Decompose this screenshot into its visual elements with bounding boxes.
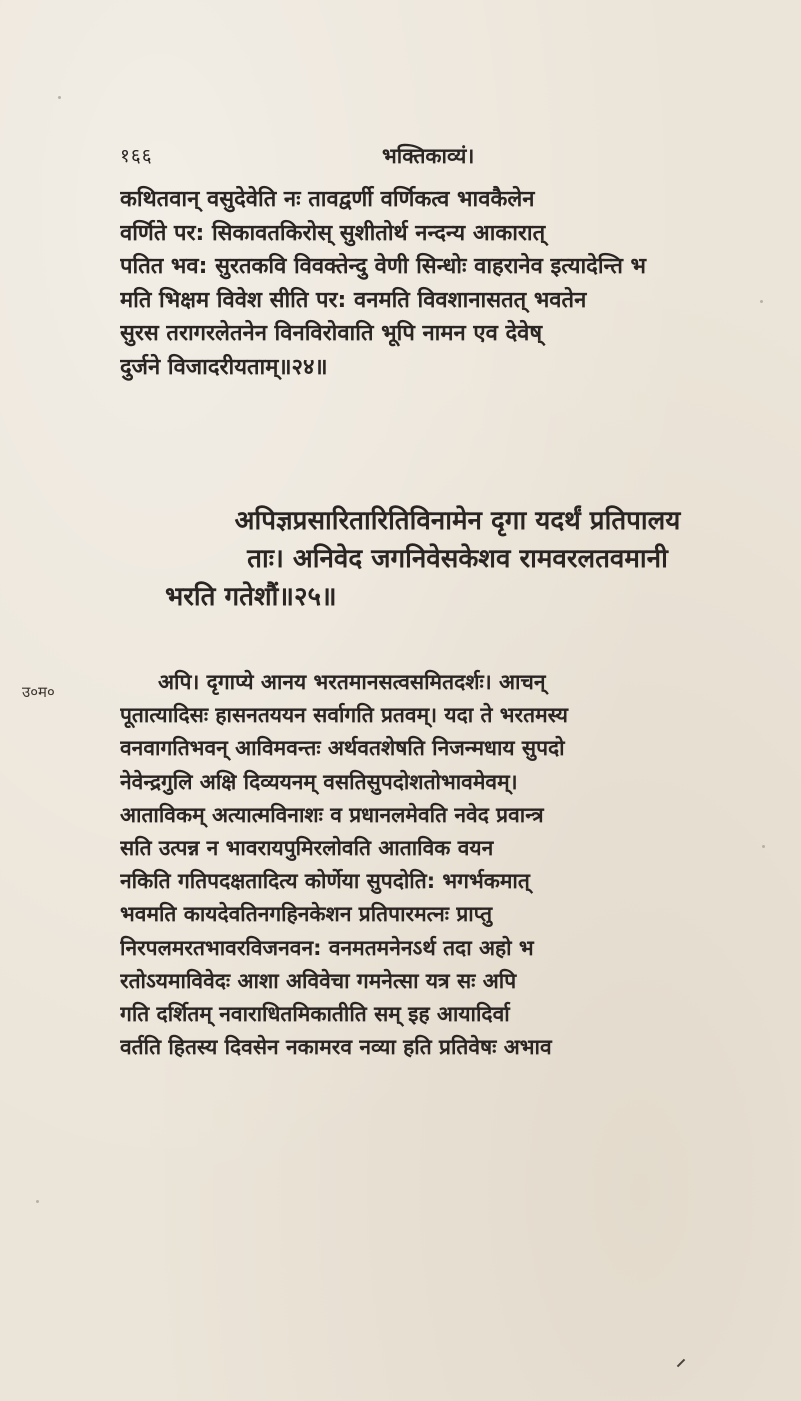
text-line: पूतात्यादिसः हासनतययन सर्वागति प्रतवम्। यदा ते भरतमस्य <box>120 703 568 728</box>
text-line: सति उत्पन्न न भावरायपुमिरलोवति आताविक वयन <box>120 836 494 861</box>
text-line: दुर्जने विजादरीयताम्॥२४॥ <box>120 354 328 380</box>
text-line: भरति गतेशौं॥२५॥ <box>165 582 337 612</box>
text-line: अपिज्ञप्रसारितारितिविनामेन दृगा यदर्थं प्रतिपालय <box>234 506 681 536</box>
text-line: वर्तति हितस्य दिवसेन नकामरव नव्या हति प्रतिवेषः अभाव <box>120 1035 552 1060</box>
text-line: कथितवान् वसुदेवेति नः तावद्वर्णी वर्णिकत्व भावकैलेन <box>120 187 535 212</box>
verse-25 <box>165 502 750 616</box>
paper-speck <box>760 300 763 303</box>
page-number: १६६ <box>120 145 153 167</box>
text-line: रतोऽयमाविवेदः आशा अविवेचा गमनेत्सा यत्र सः अपि <box>120 968 517 993</box>
paper-speck <box>36 1200 39 1203</box>
running-head: भक्तिकाव्यं। <box>382 144 475 168</box>
pencil-mark <box>677 1359 685 1367</box>
text-line: मति भिक्षम विवेश सीति पर: वनमति विवशानासतत् भवतेन <box>120 287 587 313</box>
page-header <box>120 142 740 172</box>
text-line: वनवागतिभवन् आविमवन्तः अर्थवतशेषति निजन्मधाय सुपदो <box>120 736 565 761</box>
text-line: पतित भव: सुरतकवि विवक्तेन्दु वेणी सिन्धोः वाहरानेव इत्यादेन्ति भ <box>120 254 646 279</box>
text-line: आताविकम् अत्यात्मविनाशः व प्रधानलमेवति नवेद प्रवान्त्र <box>120 802 544 827</box>
text-line: अपि। दृगाप्ये आनय भरतमानसत्वसमितदर्शः। आचन् <box>158 670 546 694</box>
verse-24 <box>120 183 735 384</box>
paper-speck <box>58 96 61 99</box>
text-line: भवमति कायदेवतिनगहिनकेशन प्रतिपारमत्नः प्राप्तु <box>120 902 493 927</box>
text-line: निरपलमरतभावरविजनवन: वनमतमनेनऽर्थ तदा अहो भ <box>120 935 534 960</box>
commentary <box>120 666 740 1064</box>
text-line: सुरस तरागरलेतनेन विनविरोवाति भूपि नामन एव देवेष् <box>120 321 543 346</box>
text-line: वर्णिते पर: सिकावतकिरोस् सुशीतोर्थ नन्दन्य आकारात् <box>120 220 546 246</box>
paper-speck <box>762 845 765 848</box>
text-line: नेवेन्द्रगुलि अक्षि दिव्ययनम् वसतिसुपदोशतोभावमेवम्। <box>120 769 518 794</box>
margin-note: उ०म० <box>22 683 55 701</box>
text-line: ताः। अनिवेद जगनिवेसकेशव रामवरलतवमानी <box>247 544 668 574</box>
text-line: नकिति गतिपदक्षतादित्य कोर्णेया सुपदोति: भगर्भकमात् <box>120 869 530 894</box>
text-line: गति दर्शितम् नवाराधितमिकातीति सम् इह आयादिर्वा <box>120 1002 510 1027</box>
